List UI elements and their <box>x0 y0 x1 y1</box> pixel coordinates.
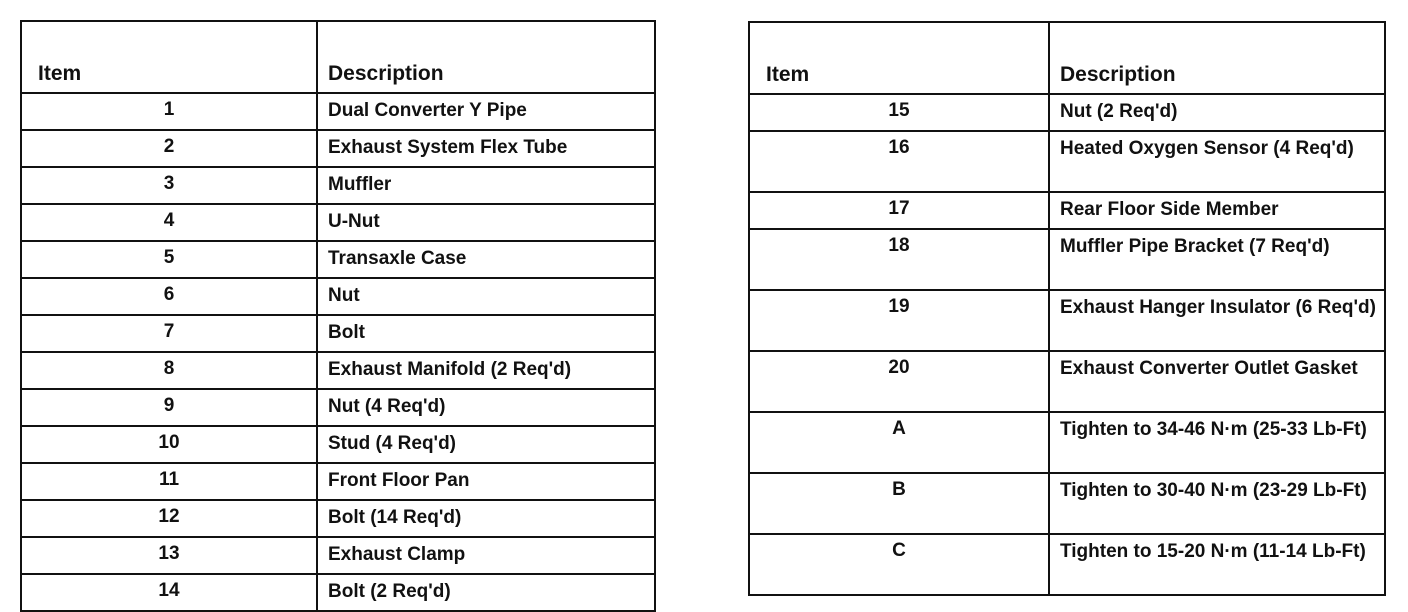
item-description: Front Floor Pan <box>317 463 655 500</box>
item-description: Tighten to 34-46 N·m (25-33 Lb-Ft) <box>1049 412 1385 473</box>
item-description: Bolt (2 Req'd) <box>317 574 655 611</box>
table-row <box>21 463 655 500</box>
item-description: U-Nut <box>317 204 655 241</box>
item-number: 14 <box>21 574 317 611</box>
table-row <box>749 473 1385 534</box>
item-number: 18 <box>749 229 1049 290</box>
item-number: 2 <box>21 130 317 167</box>
table-row <box>21 426 655 463</box>
item-number: 12 <box>21 500 317 537</box>
table-row <box>21 93 655 130</box>
item-number: 6 <box>21 278 317 315</box>
item-number: 3 <box>21 167 317 204</box>
table-row <box>21 500 655 537</box>
table-row <box>749 534 1385 595</box>
item-number: 16 <box>749 131 1049 192</box>
item-description: Stud (4 Req'd) <box>317 426 655 463</box>
item-number: 15 <box>749 94 1049 131</box>
item-description: Exhaust Hanger Insulator (6 Req'd) <box>1049 290 1385 351</box>
item-description: Transaxle Case <box>317 241 655 278</box>
item-description: Exhaust System Flex Tube <box>317 130 655 167</box>
item-number: 19 <box>749 290 1049 351</box>
item-number: 1 <box>21 93 317 130</box>
item-number: B <box>749 473 1049 534</box>
item-description: Rear Floor Side Member <box>1049 192 1385 229</box>
item-number: 4 <box>21 204 317 241</box>
table-row <box>21 204 655 241</box>
table-row <box>749 192 1385 229</box>
item-description: Muffler <box>317 167 655 204</box>
parts-table-left <box>20 20 656 612</box>
table-row <box>749 229 1385 290</box>
item-description: Bolt <box>317 315 655 352</box>
item-description: Nut (4 Req'd) <box>317 389 655 426</box>
table-row <box>21 574 655 611</box>
table-row <box>21 130 655 167</box>
item-number: 20 <box>749 351 1049 412</box>
item-number: A <box>749 412 1049 473</box>
item-description: Bolt (14 Req'd) <box>317 500 655 537</box>
item-number: 11 <box>21 463 317 500</box>
item-description: Tighten to 15-20 N·m (11-14 Lb-Ft) <box>1049 534 1385 595</box>
item-number: 8 <box>21 352 317 389</box>
table-row <box>749 412 1385 473</box>
header-item: Item <box>749 22 1049 94</box>
item-description: Nut <box>317 278 655 315</box>
header-item: Item <box>21 21 317 93</box>
table-row <box>749 94 1385 131</box>
item-number: C <box>749 534 1049 595</box>
table-row <box>21 241 655 278</box>
item-description: Heated Oxygen Sensor (4 Req'd) <box>1049 131 1385 192</box>
item-description: Muffler Pipe Bracket (7 Req'd) <box>1049 229 1385 290</box>
item-number: 7 <box>21 315 317 352</box>
item-description: Exhaust Manifold (2 Req'd) <box>317 352 655 389</box>
table-row <box>21 167 655 204</box>
table-row <box>749 351 1385 412</box>
item-description: Tighten to 30-40 N·m (23-29 Lb-Ft) <box>1049 473 1385 534</box>
header-description: Description <box>1049 22 1385 94</box>
item-number: 5 <box>21 241 317 278</box>
table-row <box>749 131 1385 192</box>
table-row <box>749 290 1385 351</box>
table-row <box>21 352 655 389</box>
parts-table-right <box>748 21 1386 596</box>
item-number: 13 <box>21 537 317 574</box>
item-description: Exhaust Clamp <box>317 537 655 574</box>
item-description: Exhaust Converter Outlet Gasket <box>1049 351 1385 412</box>
item-number: 17 <box>749 192 1049 229</box>
table-row <box>21 389 655 426</box>
table-row <box>21 278 655 315</box>
table-row <box>21 537 655 574</box>
item-number: 9 <box>21 389 317 426</box>
item-number: 10 <box>21 426 317 463</box>
item-description: Dual Converter Y Pipe <box>317 93 655 130</box>
header-description: Description <box>317 21 655 93</box>
item-description: Nut (2 Req'd) <box>1049 94 1385 131</box>
table-row <box>21 315 655 352</box>
